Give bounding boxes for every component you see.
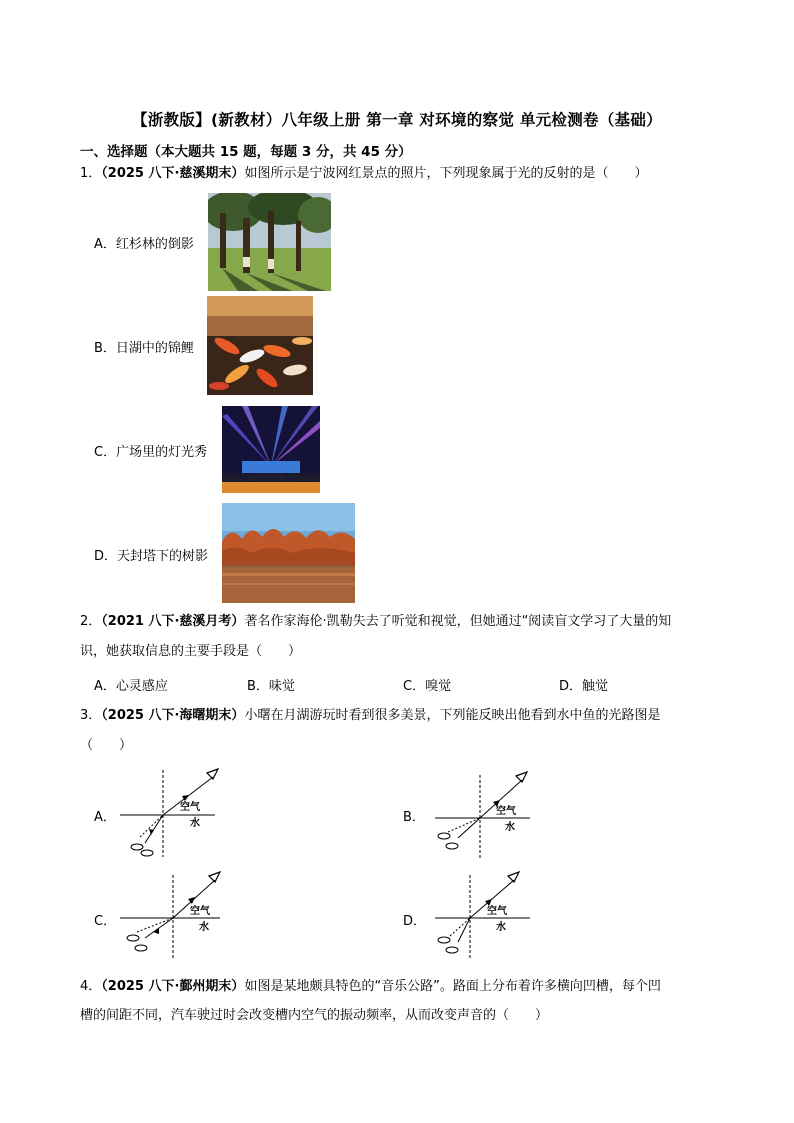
question-1-text: 如图所示是宁波网红景点的照片，下列现象属于光的反射的是（ ） [244, 166, 648, 181]
q3d-water-label: 水 [496, 922, 506, 933]
question-1 [80, 164, 647, 184]
q3b-air-label: 空气 [496, 806, 516, 817]
q3-diagram-b [430, 770, 545, 860]
q2-option-d[interactable]: D．触觉 [559, 679, 609, 694]
question-2-source: （2021 八下·慈溪月考） [101, 614, 245, 629]
q1-option-b[interactable]: B．日湖中的锦鲤 [94, 341, 194, 356]
question-4-number: 4． [80, 979, 102, 994]
q1-photo-a [208, 193, 331, 291]
q3c-air-label: 空气 [190, 906, 210, 917]
q3c-water-label: 水 [199, 922, 209, 933]
q1-photo-d [222, 503, 355, 603]
q1-option-d[interactable]: D．天封塔下的树影 [94, 549, 209, 564]
question-1-number: 1． [80, 166, 102, 181]
question-4-source: （2025 八下·鄞州期末） [101, 979, 245, 994]
q1-option-c[interactable]: C．广场里的灯光秀 [94, 445, 208, 460]
question-2 [80, 612, 671, 632]
q1-photo-c [222, 406, 320, 493]
question-3-line1: 小曙在月湖游玩时看到很多美景，下列能反映出他看到水中鱼的光路图是 [244, 708, 661, 723]
q1-option-a[interactable]: A．红杉林的倒影 [94, 237, 194, 252]
q3b-water-label: 水 [505, 822, 515, 833]
question-3-source: （2025 八下·海曙期末） [101, 708, 245, 723]
question-4-line1: 如图是某地颇具特色的“音乐公路”。路面上分布着许多横向凹槽，每个凹 [244, 979, 661, 994]
q3a-air-label: 空气 [180, 802, 200, 813]
q3-option-d[interactable]: D． [403, 914, 427, 929]
question-2-line1: 著名作家海伦·凯勒失去了听觉和视觉，但她通过“阅读盲文学习了大量的知 [244, 614, 672, 629]
q3-option-c[interactable]: C． [94, 914, 117, 929]
q2-option-c[interactable]: C．嗅觉 [403, 679, 452, 694]
q2-option-a[interactable]: A．心灵感应 [94, 679, 168, 694]
q3d-air-label: 空气 [487, 906, 507, 917]
q3a-water-label: 水 [190, 818, 200, 829]
q3-diagram-d [430, 870, 545, 960]
question-4-line2: 槽的间距不同，汽车驶过时会改变槽内空气的振动频率，从而改变声音的（ ） [80, 1008, 549, 1023]
q2-option-b[interactable]: B．味觉 [247, 679, 295, 694]
q1-photo-b [207, 296, 313, 395]
question-1-source: （2025 八下·慈溪期末） [101, 166, 245, 181]
q3-option-b[interactable]: B． [403, 810, 425, 825]
question-2-number: 2． [80, 614, 102, 629]
question-4 [80, 977, 661, 997]
question-3 [80, 706, 660, 726]
page-title: 【浙教版】(新教材）八年级上册 第一章 对环境的察觉 单元检测卷（基础） [131, 111, 663, 129]
section-heading: 一、选择题（本大题共 15 题，每题 3 分，共 45 分） [80, 144, 412, 160]
question-2-line2: 识，她获取信息的主要手段是（ ） [80, 644, 302, 659]
question-3-line2: （ ） [80, 738, 133, 753]
question-3-number: 3． [80, 708, 102, 723]
q3-diagram-c [115, 870, 230, 960]
q3-diagram-a [115, 765, 230, 860]
q3-option-a[interactable]: A． [94, 810, 116, 825]
